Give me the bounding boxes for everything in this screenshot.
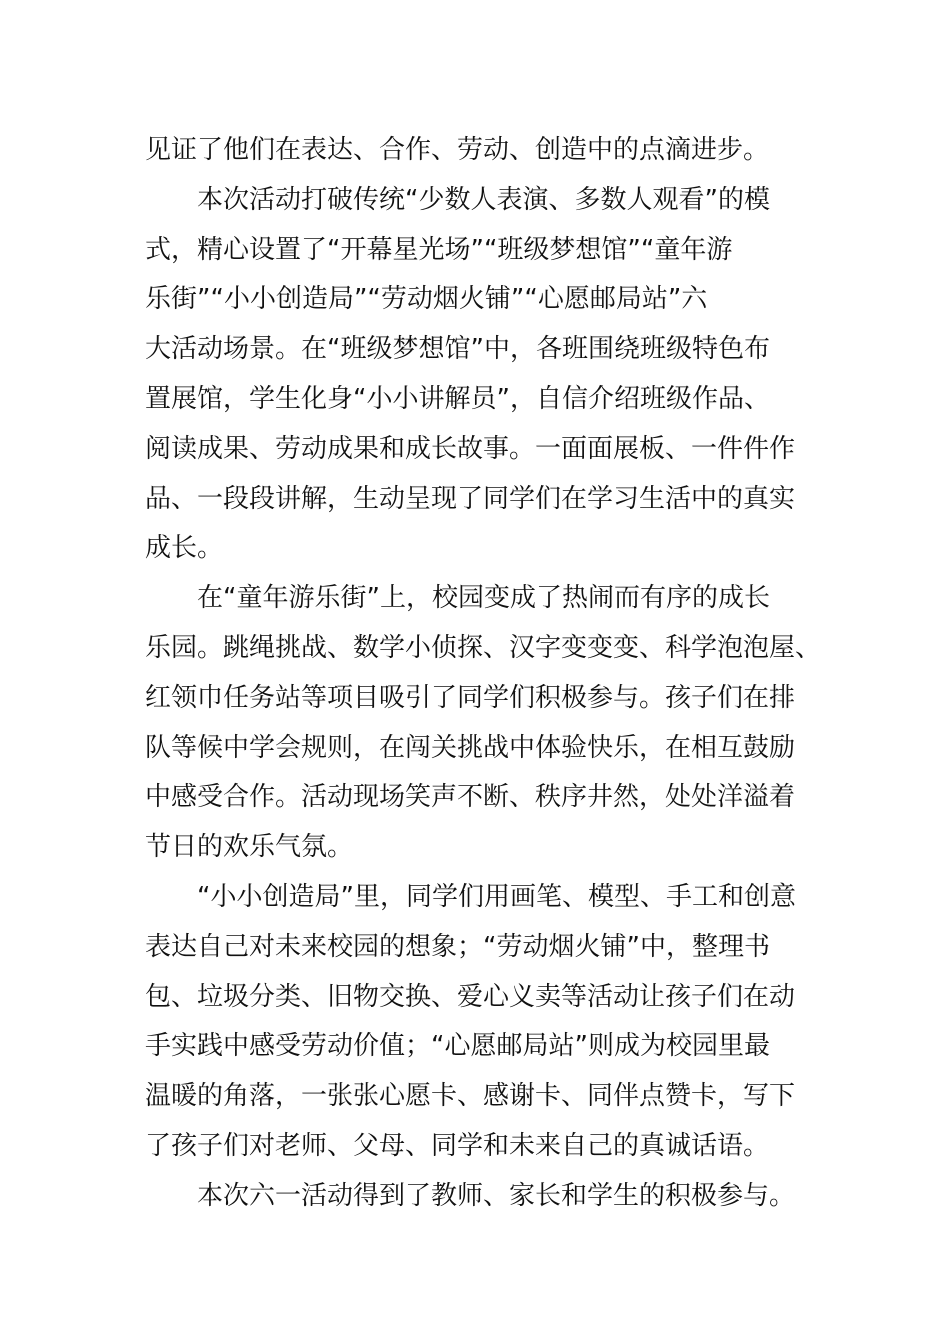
text-line: 大活动场景。在“班级梦想馆”中，各班围绕班级特色布 <box>145 334 770 365</box>
paragraph-first-line: 在“童年游乐街”上，校园变成了热闹而有序的成长 <box>197 583 770 614</box>
text-line: 阅读成果、劳动成果和成长故事。一面面展板、一件件作 <box>145 433 796 464</box>
text-line: 中感受合作。活动现场笑声不断、秩序井然，处处洋溢着 <box>145 782 796 813</box>
text-line: 见证了他们在表达、合作、劳动、创造中的点滴进步。 <box>145 135 770 165</box>
text-line: 成长。 <box>145 533 224 564</box>
text-line: 置展馆，学生化身“小小讲解员”，自信介绍班级作品、 <box>145 383 770 414</box>
text-line: 乐园。跳绳挑战、数学小侦探、汉字变变变、科学泡泡屋、 <box>145 632 822 663</box>
text-line: 手实践中感受劳动价值；“心愿邮局站”则成为校园里最 <box>145 1031 770 1062</box>
text-line: 温暖的角落，一张张心愿卡、感谢卡、同伴点赞卡，写下 <box>145 1081 796 1112</box>
body-text <box>145 126 822 1222</box>
text-line: 乐街”“小小创造局”“劳动烟火铺”“心愿邮局站”六 <box>145 284 708 315</box>
text-line: 了孩子们对老师、父母、同学和未来自己的真诚话语。 <box>145 1130 770 1161</box>
text-line: 红领巾任务站等项目吸引了同学们积极参与。孩子们在排 <box>145 682 796 713</box>
paragraph-first-line: “小小创造局”里，同学们用画笔、模型、手工和创意 <box>197 881 796 912</box>
paragraph-first-line: 本次活动打破传统“少数人表演、多数人观看”的模 <box>197 184 770 215</box>
text-line: 品、一段段讲解，生动呈现了同学们在学习生活中的真实 <box>145 483 796 514</box>
paragraph-first-line: 本次六一活动得到了教师、家长和学生的积极参与。 <box>197 1180 796 1211</box>
text-line: 式，精心设置了“开幕星光场”“班级梦想馆”“童年游 <box>145 234 733 265</box>
text-line: 表达自己对未来校园的想象；“劳动烟火铺”中，整理书 <box>145 931 770 962</box>
text-line: 包、垃圾分类、旧物交换、爱心义卖等活动让孩子们在动 <box>145 981 796 1012</box>
text-line: 队等候中学会规则，在闯关挑战中体验快乐，在相互鼓励 <box>145 732 796 763</box>
text-line: 节日的欢乐气氛。 <box>145 832 354 863</box>
